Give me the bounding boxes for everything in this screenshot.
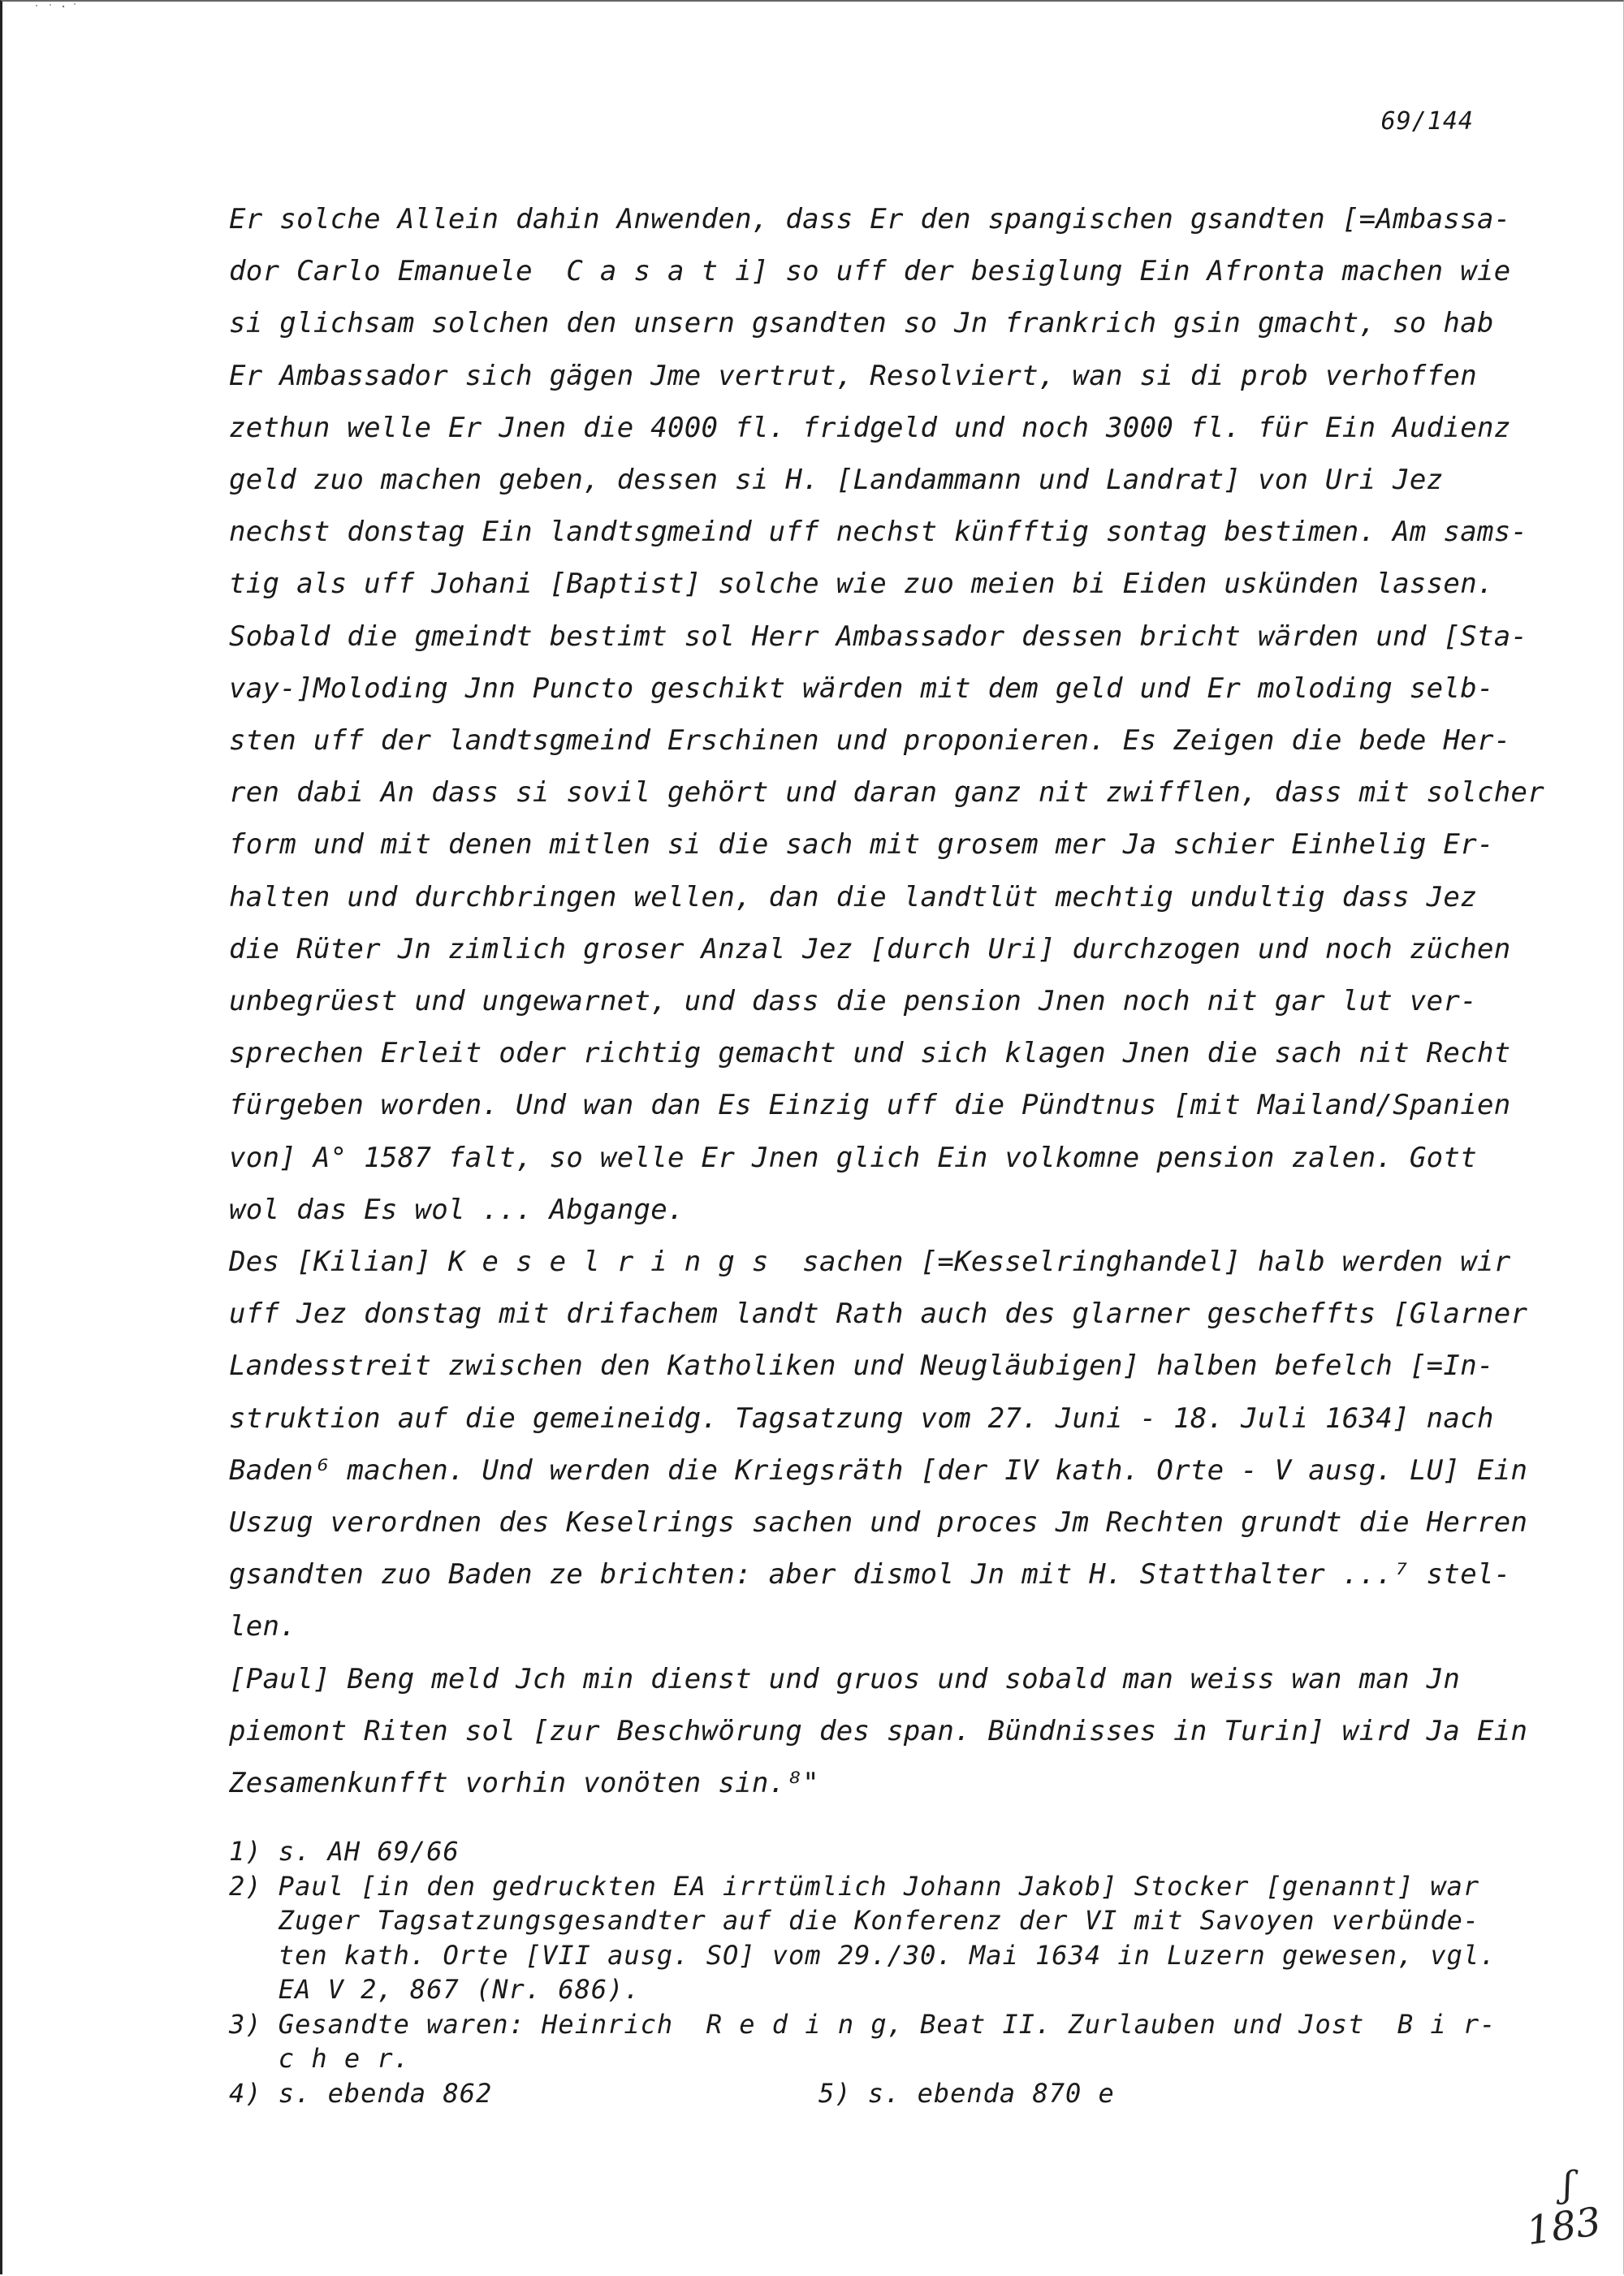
body-line: von] A° 1587 falt, so welle Er Jnen glich Ein volkomne pension zalen. Gott: [229, 1141, 1477, 1174]
footnote-line: 3) Gesandte waren: Heinrich R e d i n g, Beat II. Zurlauben und Jost B i r-: [229, 2008, 1497, 2040]
body-line: wol das Es wol ... Abgange.: [229, 1193, 685, 1226]
body-line: [Paul] Beng meld Jch min dienst und gruos und sobald man weiss wan man Jn: [229, 1662, 1461, 1695]
body-line: Er solche Allein dahin Anwenden, dass Er den spangischen gsandten [=Ambassa-: [229, 203, 1511, 235]
body-line: Sobald die gmeindt bestimt sol Herr Ambassador dessen bricht wärden und [Sta-: [229, 620, 1528, 653]
handwritten-tick-icon: ʃ: [1563, 2164, 1573, 2205]
body-line: struktion auf die gemeineidg. Tagsatzung vom 27. Juni - 18. Juli 1634] nach: [229, 1401, 1494, 1435]
footnote-line: ten kath. Orte [VII ausg. SO] vom 29./30. Mai 1634 in Luzern gewesen, vgl.: [229, 1939, 1497, 1971]
body-line: vay-]Moloding Jnn Puncto geschikt wärden mit dem geld und Er moloding selb-: [229, 672, 1494, 705]
footnote-line: c h e r.: [229, 2043, 410, 2074]
footnote-line: EA V 2, 867 (Nr. 686).: [229, 1974, 641, 2005]
body-line: geld zuo machen geben, dessen si H. [Landammann und Landrat] von Uri Jez: [229, 464, 1444, 497]
body-line: Baden⁶ machen. Und werden die Kriegsräth [der IV kath. Orte - V ausg. LU] Ein: [229, 1453, 1528, 1487]
body-line: Zesamenkunfft vorhin vonöten sin.⁸": [229, 1767, 819, 1800]
body-line: sprechen Erleit oder richtig gemacht und sich klagen Jnen die sach nit Recht: [229, 1037, 1511, 1070]
body-line: die Rüter Jn zimlich groser Anzal Jez [durch Uri] durchzogen und noch züchen: [229, 932, 1511, 965]
scan-specks: [32, 2, 81, 10]
page-number: 69/144: [1380, 107, 1474, 136]
body-line: si glichsam solchen den unsern gsandten so Jn frankrich gsin gmacht, so hab: [229, 307, 1494, 340]
body-line: Uszug verordnen des Keselrings sachen und proces Jm Rechten grundt die Herren: [229, 1506, 1528, 1540]
footnotes: [229, 1834, 1528, 2110]
body-line: unbegrüest und ungewarnet, und dass die pension Jnen noch nit gar lut ver-: [229, 985, 1477, 1018]
footnote-line: 2) Paul [in den gedruckten EA irrtümlich Johann Jakob] Stocker [genannt] war: [229, 1870, 1480, 1902]
footnote-line: Zuger Tagsatzungsgesandter auf die Konferenz der VI mit Savoyen verbünde-: [229, 1905, 1480, 1936]
body-line: ren dabi An dass si sovil gehört und daran ganz nit zwifflen, dass mit solcher: [229, 776, 1545, 810]
body-line: sten uff der landtsgmeind Erschinen und proponieren. Es Zeigen die bede Her-: [229, 724, 1511, 758]
footnote-pair: [229, 2076, 1528, 2111]
body-line: Er Ambassador sich gägen Jme vertrut, Resolviert, wan si di prob verhoffen: [229, 359, 1477, 392]
body-line: form und mit denen mitlen si die sach mit grosem mer Ja schier Einhelig Er-: [229, 828, 1494, 862]
footnote-5: 5) s. ebenda 870 e: [818, 2077, 1115, 2109]
body-line: gsandten zuo Baden ze brichten: aber dismol Jn mit H. Statthalter ...⁷ stel-: [229, 1558, 1511, 1591]
body-line: piemont Riten sol [zur Beschwörung des span. Bündnisses in Turin] wird Ja Ein: [229, 1714, 1528, 1747]
body-line: halten und durchbringen wellen, dan die landtlüt mechtig undultig dass Jez: [229, 880, 1477, 913]
footnote-line: 1) s. AH 69/66: [229, 1836, 460, 1867]
body-line: uff Jez donstag mit drifachem landt Rath auch des glarner gescheffts [Glarner: [229, 1298, 1528, 1331]
handwritten-folio-number: 183: [1523, 2198, 1605, 2255]
body-line: len.: [229, 1610, 297, 1643]
body-text: [229, 193, 1545, 1809]
body-line: tig als uff Johani [Baptist] solche wie zuo meien bi Eiden uskünden lassen.: [229, 568, 1494, 601]
body-line: Landesstreit zwischen den Katholiken und Neugläubigen] halben befelch [=In-: [229, 1350, 1494, 1383]
body-line: zethun welle Er Jnen die 4000 fl. fridgeld und noch 3000 fl. für Ein Audienz: [229, 411, 1511, 444]
body-line: dor Carlo Emanuele C a s a t i] so uff der besiglung Ein Afronta machen wie: [229, 255, 1511, 288]
body-line: fürgeben worden. Und wan dan Es Einzig uff die Pündtnus [mit Mailand/Spanien: [229, 1089, 1511, 1122]
body-line: nechst donstag Ein landtsgmeind uff nechst künfftig sontag bestimen. Am sams-: [229, 516, 1528, 549]
footnote-4: 4) s. ebenda 862: [229, 2077, 493, 2109]
body-line: Des [Kilian] K e s e l r i n g s sachen [=Kesselringhandel] halb werden wir: [229, 1246, 1511, 1279]
